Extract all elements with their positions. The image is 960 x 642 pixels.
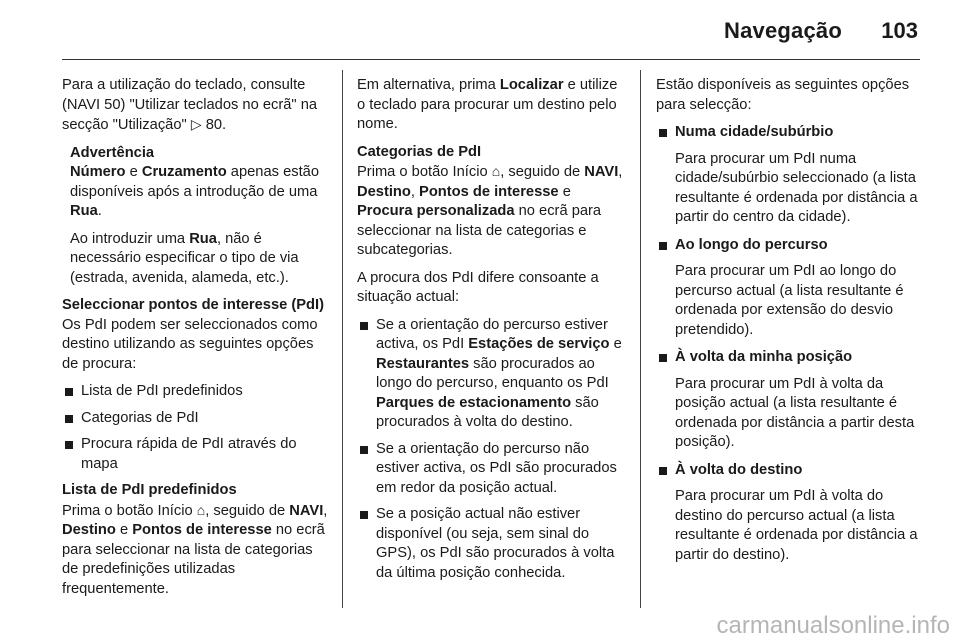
keyboard-reference-paragraph: Para a utilização do teclado, consulte (NAVI 50) "Utilizar teclados no ecrã" na secção "Utilização" ▷ 80. <box>62 77 318 133</box>
option-description: Para procurar um PdI à volta do destino do percurso actual (a lista resultante é ordenada por distância a partir do destino). <box>675 488 918 563</box>
option-description: Para procurar um PdI à volta da posição actual (a lista resultante é ordenada por distância a partir desta posição). <box>675 375 915 450</box>
column-divider-2 <box>640 70 641 608</box>
option-description: Para procurar um PdI numa cidade/subúrbio seleccionado (a lista resultante é ordenada por distância a partir do centro da cidade). <box>675 150 918 225</box>
search-situation-list <box>357 316 623 584</box>
watermark-text: carmanualsonline.info <box>716 612 950 639</box>
list-item <box>656 123 922 143</box>
page-number: 103 <box>881 18 918 43</box>
list-item: Procura rápida de PdI através do mapa <box>62 435 328 474</box>
option-description: Para procurar um PdI ao longo do percurso actual (a lista resultante é ordenada por extensão do desvio pretendido). <box>675 263 904 338</box>
page-title: Navegação <box>724 18 842 43</box>
list-item: Se a posição actual não estiver disponível (ou seja, sem sinal do GPS), os PdI são procurados à volta da última posição conhecida. <box>357 505 623 583</box>
option-label: Numa cidade/subúrbio <box>675 124 834 140</box>
selection-options-list <box>656 123 922 143</box>
list-item <box>656 461 922 481</box>
search-by-name-paragraph: Em alternativa, prima Localizar e utilize o teclado para procurar um destino pelo nome. <box>357 77 618 132</box>
page-header <box>0 0 960 60</box>
column-3 <box>656 76 922 573</box>
select-poi-paragraph: Os PdI podem ser seleccionados como destino utilizando as seguintes opções de procura: <box>62 316 318 372</box>
search-differs-paragraph: A procura dos PdI difere consoante a situação actual: <box>357 269 599 305</box>
column-divider-1 <box>342 70 343 608</box>
selection-options-intro: Estão disponíveis as seguintes opções para selecção: <box>656 77 910 113</box>
list-item: Se a orientação do percurso estiver activa, os PdI Estações de serviço e Restaurantes são procurados ao longo do percurso, enquanto os PdI Parques de estacionamento são procurados à volta do destino. <box>357 316 623 433</box>
column-2 <box>357 76 623 590</box>
poi-categories-paragraph: Prima o botão Início ⌂, seguido de NAVI, Destino, Pontos de interesse e Procura personalizada no ecrã para seleccionar na lista de categorias e subcategorias. <box>357 163 623 258</box>
home-icon: ⌂ <box>491 163 501 179</box>
poi-categories-heading: Categorias de PdI <box>357 143 482 160</box>
select-poi-heading: Seleccionar pontos de interesse (PdI) <box>62 297 325 313</box>
warning-paragraph-2: Ao introduzir uma Rua, não é necessário especificar o tipo de via (estrada, avenida, alameda, etc.). <box>70 230 299 286</box>
list-item <box>656 236 922 256</box>
warning-paragraph-1: Número e Cruzamento apenas estão disponíveis após a introdução de uma Rua. <box>70 164 319 219</box>
header-divider <box>62 59 920 60</box>
home-icon: ⌂ <box>196 501 206 518</box>
list-item: Lista de PdI predefinidos <box>62 382 328 402</box>
warning-heading: Advertência <box>70 144 155 161</box>
list-item: Se a orientação do percurso não estiver activa, os PdI são procurados em redor da posição actual. <box>357 440 623 499</box>
column-1 <box>62 76 328 607</box>
predefined-list-heading: Lista de PdI predefinidos <box>62 482 237 498</box>
warning-note <box>62 144 328 289</box>
option-label: À volta da minha posição <box>675 349 853 365</box>
list-item <box>656 348 922 368</box>
page-reference-icon: ▷ <box>190 116 202 132</box>
list-item: Categorias de PdI <box>62 409 328 429</box>
option-label: Ao longo do percurso <box>675 236 828 253</box>
search-options-list <box>62 382 328 474</box>
option-label: À volta do destino <box>675 461 803 478</box>
watermark-bar <box>0 610 960 642</box>
predefined-list-paragraph: Prima o botão Início ⌂, seguido de NAVI, Destino e Pontos de interesse no ecrã para seleccionar na lista de categorias de predefinições utilizadas frequentemente. <box>62 501 328 597</box>
